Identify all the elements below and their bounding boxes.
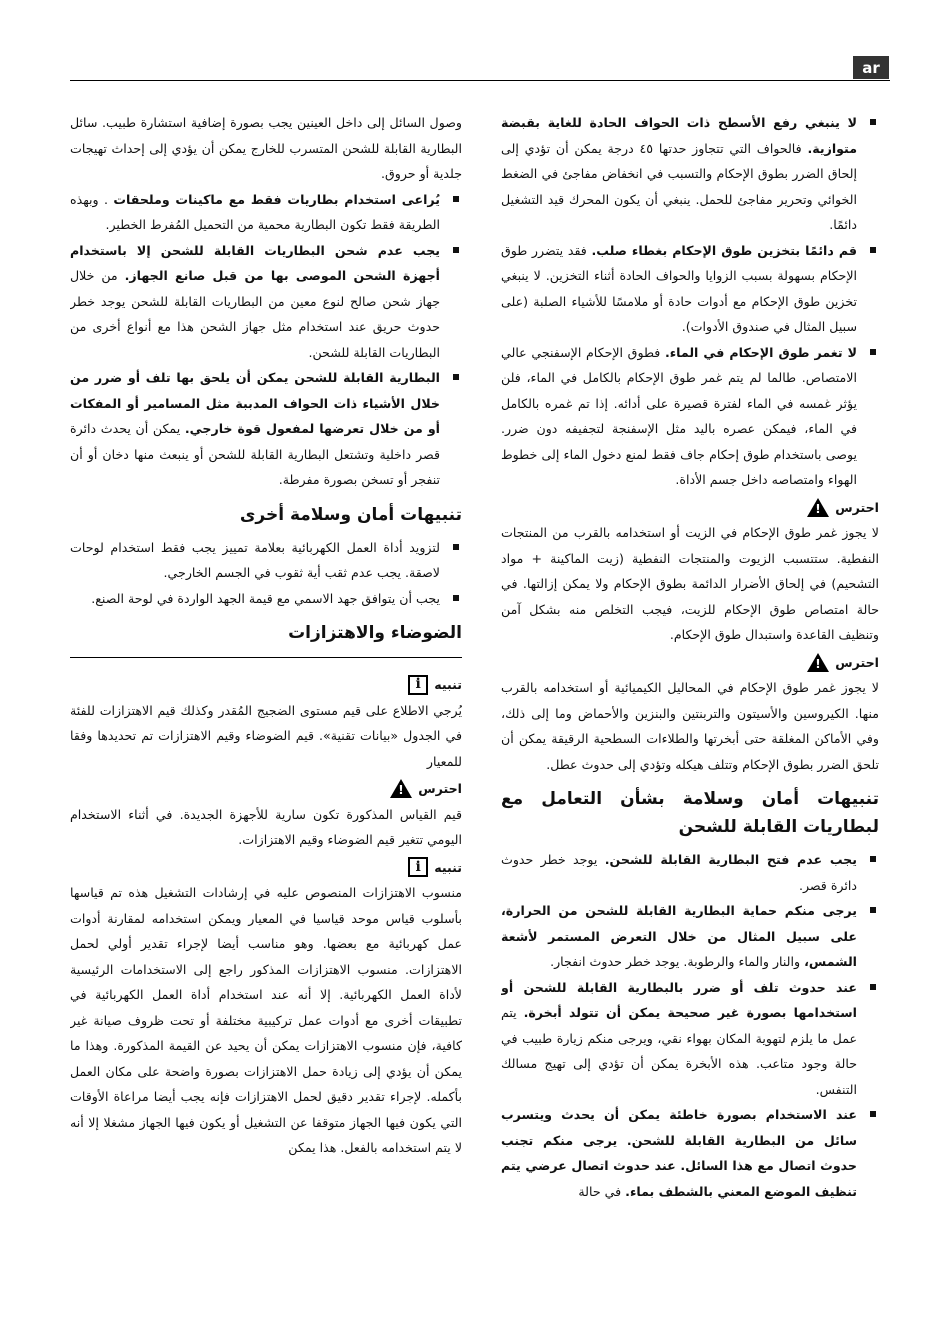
note-text: منسوب الاهتزازات المنصوص عليه في إرشادات التشغيل هذه تم قياسها بأسلوب قياس موحد قياسيا في المعيار ويمكن استخدامه لمقارنة أدوات عمل كهربائية مع بعضها. وهو مناسب أيضا لإجراء تقدير أولي لحمل الاهتزازات. منسوب الاهتزازات المذكور راجع إلى الاستخدامات الرئيسية لأداة العمل الكهربائية. إلا أنه عند استخدام أداة العمل الكهربائية في تطبيقات أخرى مع أدوات عمل تركيبية مختلفة أو تحت ظروف صيانة غير كافية، فإن منسوب الاهتزازات يمكن أن يحيد عن القيمة المذكورة. وهذا ما يمكن أن يؤدي إلى زيادة حمل الاهتزازات بصورة واضحة على مكان العمل بأكمله. لإجراء تقدير دقيق لحمل الاهتزازات فإنه يجب أيضا مراعاة الأوقات التي يكون فيها الجهاز متوقفا عن التشغيل أو يكون فيها الجهاز مشغلا إلا أنه لا يتم استخدامه بالفعل. هذا يمكن (70, 885, 462, 1155)
caution-heading: احترس ! (501, 495, 879, 521)
list-item: عند الاستخدام بصورة خاطئة يمكن أن يحدث ويتسرب سائل من البطارية القابلة للشحن. يرجى منكم تجنب حدوث اتصال مع هذا السائل. عند حدوث اتصال عرضي يتم تنظيف الموضع المعني بالشطف بماء. في حالة (501, 1102, 879, 1204)
note-heading: تنبيه i (70, 855, 462, 881)
list-item: يرجى منكم حماية البطارية القابلة للشحن من الحرارة، على سبيل المثال من خلال التعرض المستمر لأشعة الشمس، والنار والماء والرطوبة. يوجد خطر حدوث انفجار. (501, 898, 879, 975)
left-column (70, 110, 462, 1280)
list-item: يجب عدم شحن البطاريات القابلة للشحن إلا باستخدام أجهزة الشحن الموصى بها من قبل صانع الجهاز. من خلال جهاز شحن صالح لنوع معين من البطاريات القابلة للشحن يوجد خطر حدوث حريق عند استخدام مثل جهاز الشحن هذا مع أنواع أخرى من البطاريات القابلة للشحن. (70, 238, 462, 366)
list-item: يُراعى استخدام بطاريات فقط مع ماكينات وملحقات . وبهذه الطريقة فقط تكون البطارية محمية من التحميل المُفرط الخطير. (70, 187, 462, 238)
section-heading-battery: تنبيهات أمان وسلامة بشأن التعامل مع لبطاريات القابلة للشحن (501, 789, 879, 837)
list-item: لتزويد أداة العمل الكهربائية بعلامة تمييز يجب فقط استخدام لوحات لاصقة. يجب عدم ثقب أية ثقوب في الجسم الخارجي. (70, 535, 462, 586)
warning-icon (807, 498, 829, 517)
section-divider (70, 657, 462, 658)
note-text: يُرجي الاطلاع على قيم مستوى الضجيج المُقدر وكذلك قيم الاهتزازات للفئة في الجدول «بيانات تقنية». قيم الضوضاء وقيم الاهتزازات تم تحديدها وفقا للمعيار (70, 702, 462, 769)
caution-text: لا يجوز غمر طوق الإحكام في المحاليل الكيميائية أو استخدامه بالقرب منها. الكيروسين والأسيتون والتربنتين والبنزين والأحماض وما إلى ذلك، وفي الأماكن المغلقة حتى أبخرتها والطلاءات السطحية الرقيقة يمكن أن تلحق الضرر بطوق الإحكام وتتلف هيكله وتؤدي إلى حدوث عطل. (501, 680, 879, 772)
list-item: لا تغمر طوق الإحكام في الماء. فطوق الإحكام الإسفنجي عالي الامتصاص. طالما لم يتم غمر طوق الإحكام بالكامل في الماء، فلن يؤثر غمسه في الماء لفترة قصيرة على أدائه. إذا تم غمره بالكامل في الماء، فيمكن عصره باليد مثل الإسفنجة لتجفيفه دون ضرر. يوصى باستخدام طوق إحكام جاف فقط لمنع دخول الماء إلى خطوط الهواء وامتصاصه داخل جسم الأداة. (501, 340, 879, 493)
caution-text: قيم القياس المذكورة تكون سارية للأجهزة الجديدة. في أثناء الاستخدام اليومي تتغير قيم الضوضاء وقيم الاهتزازات. (70, 806, 462, 847)
list-item: قم دائمًا بتخزين طوق الإحكام بغطاء صلب. فقد يتضرر طوق الإحكام بسهولة بسبب الزوايا والحواف الحادة أثناء التخزين. لا ينبغي تخزين طوق الإحكام مع أدوات حادة أو ملامسًا للأشياء الصلبة (على سبيل المثال في صندوق الأدوات). (501, 238, 879, 340)
note-heading: تنبيه i (70, 672, 462, 698)
list-item: لا ينبغي رفع الأسطح ذات الحواف الحادة للغاية بقبضة متوازية. فالحواف التي تتجاوز حدتها ٤٥ درجة يمكن أن تؤدي إلى إلحاق الضرر بطوق الإحكام والتسبب في انخفاض مفاجئ في الضغط الخوائي وتحرير مفاجئ للحمل. ينبغي أن يكون المحرك قيد التشغيل دائمًا. (501, 110, 879, 238)
section-heading-other-safety: تنبيهات أمان وسلامة أخرى (239, 504, 462, 525)
right-column (501, 110, 879, 1280)
list-item: البطارية القابلة للشحن يمكن أن يلحق بها تلف أو ضرر من خلال الأشياء ذات الحواف المدببة مثل المسامير أو المفكات أو من خلال تعرضها لمفعول قوة خارجي. يمكن أن يحدث دائرة قصر داخلية وتشتعل البطارية القابلة للشحن أو ينبعث منها دخان أو أن تنفجر أو تسخن بصورة مفرطة. (70, 365, 462, 493)
info-icon: i (408, 675, 428, 695)
list-item: عند حدوث تلف أو ضرر بالبطارية القابلة للشحن أو استخدامها بصورة غير صحيحة يمكن أن تتولد أبخرة. يتم عمل ما يلزم لتهوية المكان بهواء نقي، ويرجى منكم زيارة طبيب في حالة وجود متاعب. هذه الأبخرة يمكن أن تؤدي إلى تهيج مسالك التنفس. (501, 975, 879, 1103)
list-item: يجب أن يتوافق جهد الاسمي مع قيمة الجهد الواردة في لوحة الصنع. (70, 586, 462, 612)
list-item: يجب عدم فتح البطارية القابلة للشحن. يوجد خطر حدوث دائرة قصر. (501, 847, 879, 898)
header-rule (70, 80, 890, 81)
intro-text: وصول السائل إلى داخل العينين يجب بصورة إضافية استشارة طبيب. سائل البطارية القابلة للشحن المتسرب للخارج يمكن أن يؤدي إلى إحداث تهيجات جلدية أو حروق. (70, 115, 462, 181)
warning-icon (390, 779, 412, 798)
caution-heading: احترس ! (70, 776, 462, 802)
section-heading-noise: الضوضاء والاهتزازات (288, 623, 462, 643)
info-icon: i (408, 857, 428, 877)
caution-text: لا يجوز غمر طوق الإحكام في الزيت أو استخدامه بالقرب من المنتجات النفطية. ستتسبب الزيوت والمنتجات النفطية (زيت الماكينة + مواد التشحيم) في إلحاق الأضرار الدائمة بطوق الإحكام ولا يمكن إزالتها. في حالة امتصاص طوق الإحكام للزيت، فيجب التخلص منه بشكل آمن وتنظيف القاعدة واستبدال طوق الإحكام. (501, 525, 879, 642)
caution-heading: احترس ! (501, 650, 879, 676)
language-badge: ar (853, 56, 889, 79)
warning-icon (807, 653, 829, 672)
